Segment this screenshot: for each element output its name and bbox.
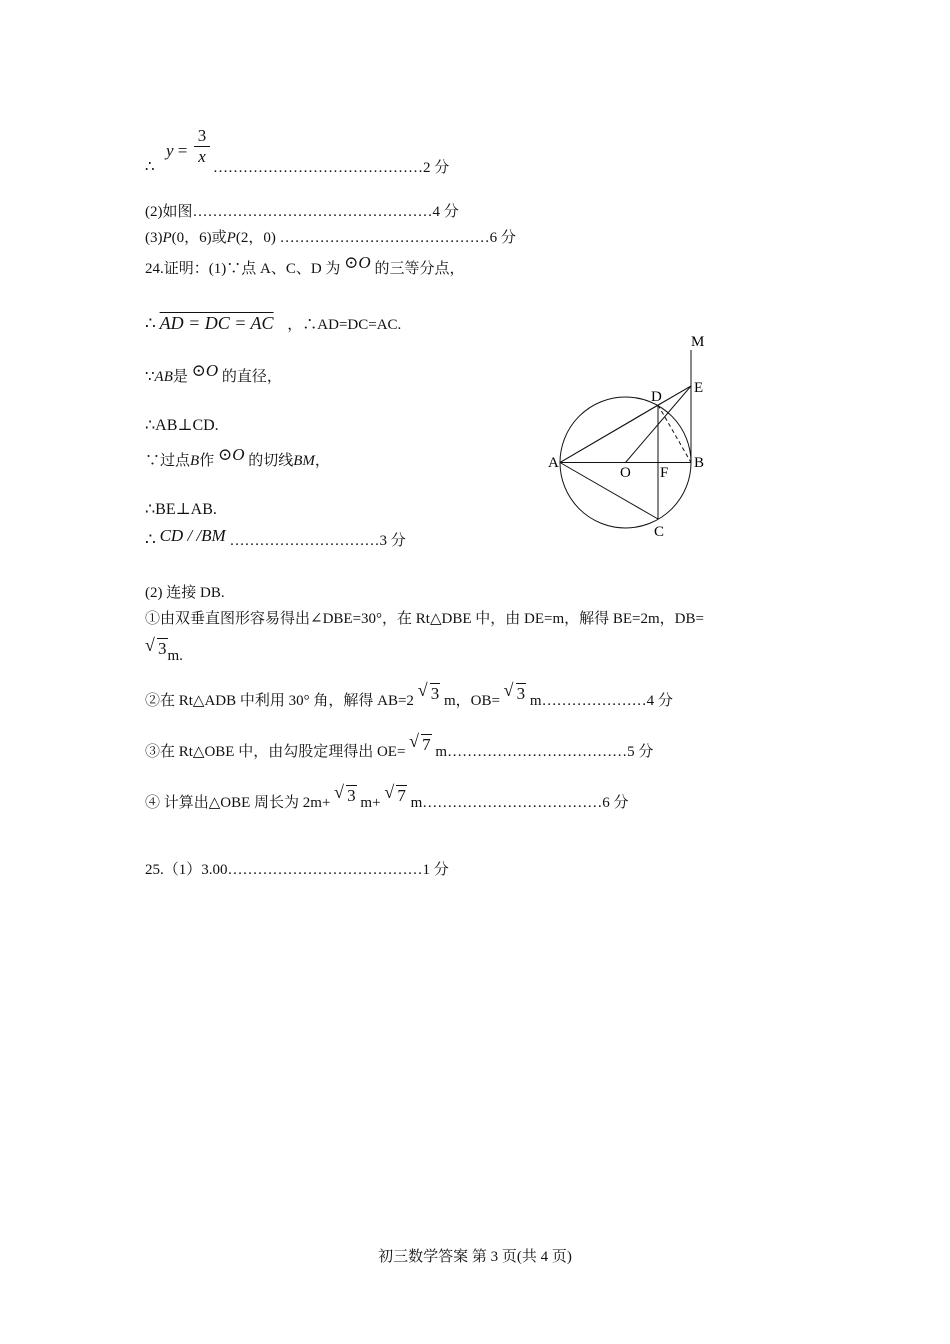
line-16 [145,782,629,813]
line-4-b: 的三等分点， [374,261,465,277]
equals-sign: = [177,141,188,160]
line-5-b: ，∴AD=DC=AC. [287,317,402,333]
point-p-1: P [162,230,172,246]
radicand: 3 [430,684,440,703]
segment-db-dashed [658,405,691,463]
line-15-b: m………………………………5 分 [435,744,654,760]
line-16-b: m+ [360,795,381,811]
line-8-b: 作 [199,453,215,469]
line-8-a: ∵过点 [145,453,191,469]
segment-de [658,386,691,405]
line-8 [145,445,330,471]
circle-o-symbol: ⊙O [344,253,371,272]
sqrt-3 [145,635,168,659]
geometry-figure [540,328,740,548]
label-o: O [620,465,631,481]
line-9: ∴BE⊥AB. [145,501,217,518]
line-14-c: m…………………4 分 [529,693,673,709]
circle-o-symbol-2: ⊙O [191,361,219,380]
line-3-a: (3) [145,230,163,246]
line-7: ∴AB⊥CD. [145,417,219,434]
label-d: D [651,389,662,405]
radicand: 7 [422,735,431,754]
label-m: M [691,334,705,350]
sqrt-3-c [334,782,357,806]
line-1-dots: ……………………………………2 分 [213,160,450,176]
radical-sign: √ [409,731,420,751]
label-e: E [694,380,704,396]
cd-parallel-bm: CD / /BM [159,526,226,545]
sqrt-7 [409,731,432,755]
radicand: 3 [516,684,526,703]
radicand: 3 [347,786,356,805]
line-8-c: 的切线 [248,453,294,469]
radicand: 7 [397,786,406,805]
line-6 [145,361,282,387]
label-c: C [654,524,665,540]
sqrt-3-a [417,680,441,704]
therefore-symbol-3: ∴ [145,530,156,549]
line-12: ①由双垂直图形容易得出∠DBE=30°，在 Rt△DBE 中，由 DE=m，解得 BE=2m，DB= [145,611,704,627]
line-4-a: 24.证明：(1)∵点 A、C、D 为 [145,261,341,277]
line-14-b: m，OB= [443,693,500,709]
sqrt-3-b [503,680,527,704]
line-10 [145,526,406,551]
var-y: y [166,141,174,160]
point-p-2: P [226,230,236,246]
line-16-a: ④ 计算出△OBE 周长为 2m+ [145,795,331,811]
therefore-symbol: ∴ [145,159,155,175]
point-b: B [190,453,200,469]
circle-o-symbol-3: ⊙O [217,445,245,464]
line-15 [145,731,654,762]
line-3-c: (2，0) ……………………………………6 分 [235,230,516,246]
line-11: (2) 连接 DB. [145,585,225,601]
line-15-a: ③在 Rt△OBE 中，由勾股定理得出 OE= [145,744,406,760]
therefore-symbol-2: ∴ [145,314,156,333]
fraction-denominator: x [198,147,206,166]
fraction [194,126,210,167]
segment-ac [560,463,658,520]
label-b: B [694,455,705,471]
line-bm: BM [293,453,315,469]
unit-m: m. [167,648,183,664]
radical-sign: √ [503,680,514,700]
because-symbol: ∵ [145,369,155,385]
line-16-c: m………………………………6 分 [410,795,629,811]
segment-ab: AB [154,369,173,385]
label-f: F [660,465,669,481]
radical-sign: √ [334,782,345,802]
line-5 [145,313,401,335]
line-3-b: (0，6)或 [171,230,227,246]
line-6-b: 是 [172,369,188,385]
line-13 [145,635,183,664]
line-17: 25.（1）3.00…………………………………1 分 [145,862,449,878]
sqrt-7-b [384,782,407,806]
arc-equality: AD = DC = AC [159,313,274,333]
label-a: A [548,455,559,471]
fraction-y-equals [166,141,187,161]
radical-sign: √ [417,680,428,700]
radical-sign: √ [384,782,395,802]
line-4 [145,253,465,279]
line-6-c: 的直径， [221,369,282,385]
line-14 [145,680,673,711]
line-3 [145,228,516,248]
line-2: (2)如图…………………………………………4 分 [145,204,459,220]
line-14-a: ②在 Rt△ADB 中利用 30° 角，解得 AB=2 [145,693,414,709]
page-footer: 初三数学答案 第 3 页(共 4 页) [378,1249,572,1265]
line-10-dots: …………………………3 分 [229,533,406,549]
line-1-equation [145,157,155,177]
radicand: 3 [158,639,167,658]
line-8-d: ， [314,453,330,469]
fraction-numerator: 3 [197,126,207,145]
radical-sign: √ [145,635,155,655]
